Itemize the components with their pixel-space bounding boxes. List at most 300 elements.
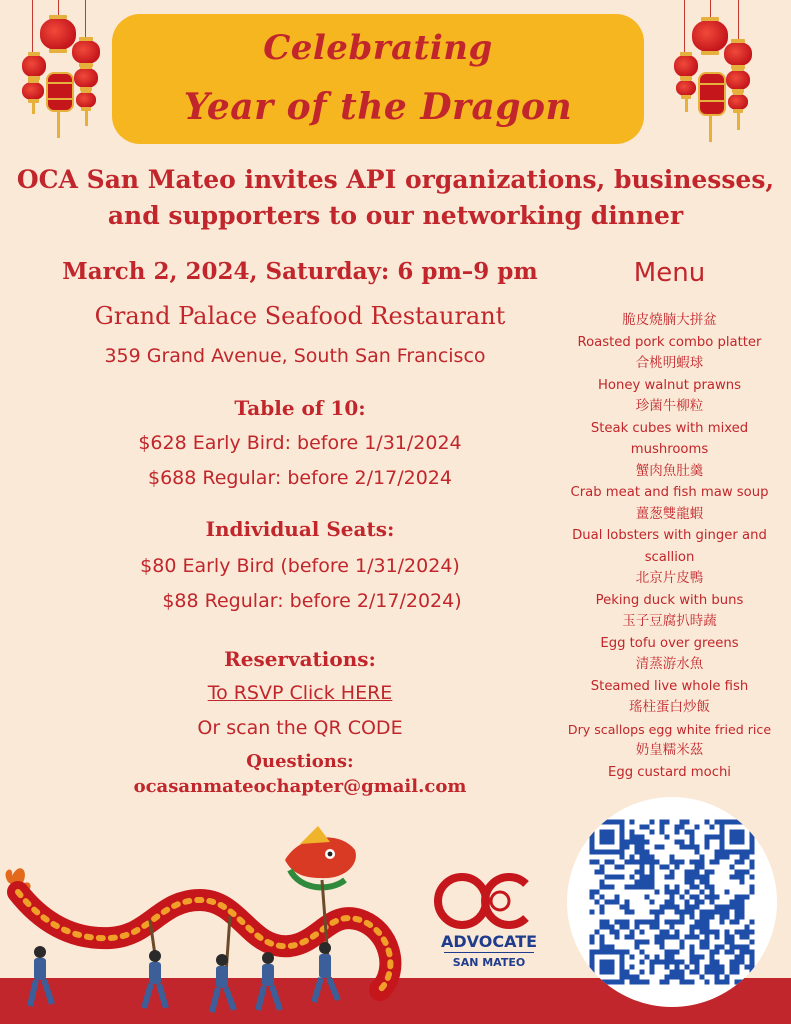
qr-module xyxy=(605,945,610,950)
qr-module xyxy=(625,920,630,925)
qr-module xyxy=(700,975,705,980)
qr-module xyxy=(710,890,715,895)
qr-module xyxy=(670,935,675,940)
qr-module xyxy=(695,860,700,865)
qr-module xyxy=(600,910,605,915)
qr-module xyxy=(620,970,625,975)
qr-module xyxy=(720,835,725,840)
qr-module xyxy=(715,905,720,910)
qr-module xyxy=(610,925,615,930)
qr-module xyxy=(700,945,705,950)
qr-module xyxy=(730,965,735,970)
qr-module xyxy=(680,960,685,965)
qr-module xyxy=(610,950,615,955)
qr-module xyxy=(670,900,675,905)
qr-module xyxy=(730,945,735,950)
qr-module xyxy=(750,840,755,845)
qr-module xyxy=(675,975,680,980)
qr-module xyxy=(680,975,685,980)
qr-module xyxy=(705,885,710,890)
qr-module xyxy=(610,965,615,970)
qr-module xyxy=(730,900,735,905)
qr-module xyxy=(750,875,755,880)
qr-module xyxy=(750,890,755,895)
qr-module xyxy=(660,945,665,950)
qr-module xyxy=(690,930,695,935)
qr-module xyxy=(625,925,630,930)
banner-title-line2: Year of the Dragon xyxy=(183,86,573,128)
logo-chapter: SAN MATEO xyxy=(452,956,526,969)
qr-module xyxy=(590,965,595,970)
qr-module xyxy=(715,930,720,935)
menu-item-zh: 珍菌牛柳粒 xyxy=(635,398,704,414)
qr-module xyxy=(730,905,735,910)
qr-module xyxy=(695,870,700,875)
qr-module xyxy=(615,895,620,900)
qr-module xyxy=(615,820,620,825)
qr-module xyxy=(620,975,625,980)
menu-item-zh: 薑葱雙龍蝦 xyxy=(635,505,704,522)
qr-module xyxy=(730,835,735,840)
qr-module xyxy=(610,930,615,935)
qr-module xyxy=(610,860,615,865)
qr-module xyxy=(605,925,610,930)
qr-module xyxy=(630,910,635,915)
qr-module xyxy=(680,940,685,945)
qr-module xyxy=(605,875,610,880)
qr-module xyxy=(730,840,735,845)
qr-module xyxy=(705,915,710,920)
qr-module xyxy=(605,830,610,835)
qr-module xyxy=(630,860,635,865)
qr-module xyxy=(700,880,705,885)
menu-item-en: Egg custard mochi xyxy=(608,764,731,780)
qr-module xyxy=(745,820,750,825)
contact-email[interactable]: ocasanmateochapter@gmail.com xyxy=(133,776,467,797)
qr-module xyxy=(610,900,615,905)
qr-module xyxy=(720,965,725,970)
qr-module xyxy=(710,860,715,865)
qr-module xyxy=(705,820,710,825)
qr-module xyxy=(655,860,660,865)
qr-module xyxy=(700,900,705,905)
qr-module xyxy=(690,830,695,835)
qr-module xyxy=(720,855,725,860)
qr-module xyxy=(670,860,675,865)
qr-module xyxy=(700,955,705,960)
qr-code-pattern-icon xyxy=(567,797,777,1007)
qr-module xyxy=(655,920,660,925)
qr-module xyxy=(720,945,725,950)
qr-module xyxy=(665,865,670,870)
qr-module xyxy=(605,820,610,825)
menu-item-en: Steak cubes with mixed mushrooms xyxy=(590,420,749,457)
qr-module xyxy=(735,860,740,865)
qr-module xyxy=(745,855,750,860)
qr-module xyxy=(710,900,715,905)
qr-module xyxy=(735,915,740,920)
qr-module xyxy=(690,950,695,955)
qr-module xyxy=(725,820,730,825)
qr-module xyxy=(730,830,735,835)
individual-early-bird-price: $80 Early Bird (before 1/31/2024) xyxy=(140,555,460,577)
qr-module xyxy=(595,950,600,955)
qr-module xyxy=(675,910,680,915)
qr-module xyxy=(605,980,610,985)
qr-code[interactable] xyxy=(567,797,777,1007)
qr-module xyxy=(715,935,720,940)
menu-item-en: Crab meat and fish maw soup xyxy=(570,485,769,500)
qr-module xyxy=(735,920,740,925)
qr-module xyxy=(690,915,695,920)
qr-module xyxy=(750,960,755,965)
qr-module xyxy=(705,920,710,925)
qr-module xyxy=(620,835,625,840)
qr-module xyxy=(660,865,665,870)
qr-module xyxy=(600,935,605,940)
qr-module xyxy=(670,925,675,930)
reservations-heading: Reservations: xyxy=(224,647,376,671)
qr-module xyxy=(715,910,720,915)
qr-module xyxy=(725,930,730,935)
menu-section xyxy=(548,258,791,783)
qr-module xyxy=(620,925,625,930)
qr-module xyxy=(690,905,695,910)
qr-module xyxy=(590,835,595,840)
qr-module xyxy=(630,835,635,840)
qr-module xyxy=(685,870,690,875)
qr-module xyxy=(680,840,685,845)
qr-module xyxy=(725,910,730,915)
qr-module xyxy=(600,920,605,925)
qr-module xyxy=(650,860,655,865)
qr-module xyxy=(655,910,660,915)
qr-module xyxy=(725,975,730,980)
qr-module xyxy=(650,820,655,825)
qr-module xyxy=(590,820,595,825)
qr-module xyxy=(730,935,735,940)
qr-module xyxy=(735,945,740,950)
qr-module xyxy=(595,870,600,875)
qr-module xyxy=(715,835,720,840)
qr-module xyxy=(740,860,745,865)
qr-module xyxy=(695,865,700,870)
qr-module xyxy=(640,885,645,890)
qr-module xyxy=(710,885,715,890)
qr-module xyxy=(750,970,755,975)
questions-heading: Questions: xyxy=(246,751,354,772)
qr-module xyxy=(620,820,625,825)
qr-module xyxy=(720,915,725,920)
qr-module xyxy=(705,930,710,935)
qr-module xyxy=(685,910,690,915)
qr-module xyxy=(645,885,650,890)
qr-module xyxy=(615,900,620,905)
lanterns-left-decoration xyxy=(18,0,118,150)
qr-module xyxy=(705,895,710,900)
qr-module xyxy=(695,900,700,905)
qr-module xyxy=(700,890,705,895)
qr-module xyxy=(740,945,745,950)
qr-module xyxy=(710,930,715,935)
qr-module xyxy=(655,960,660,965)
qr-module xyxy=(710,870,715,875)
qr-module xyxy=(750,920,755,925)
qr-module xyxy=(650,880,655,885)
qr-module xyxy=(670,855,675,860)
qr-module xyxy=(595,900,600,905)
qr-module xyxy=(645,955,650,960)
qr-module xyxy=(605,965,610,970)
qr-module xyxy=(740,910,745,915)
qr-module xyxy=(590,850,595,855)
qr-module xyxy=(740,875,745,880)
qr-module xyxy=(690,875,695,880)
qr-module xyxy=(715,945,720,950)
qr-module xyxy=(645,825,650,830)
qr-module xyxy=(640,850,645,855)
qr-module xyxy=(600,865,605,870)
qr-module xyxy=(745,945,750,950)
qr-module xyxy=(715,975,720,980)
qr-module xyxy=(640,875,645,880)
qr-module xyxy=(750,965,755,970)
qr-module xyxy=(730,820,735,825)
qr-module xyxy=(670,905,675,910)
qr-module xyxy=(720,845,725,850)
qr-module xyxy=(660,930,665,935)
qr-module xyxy=(695,885,700,890)
qr-module xyxy=(730,940,735,945)
qr-module xyxy=(635,980,640,985)
qr-module xyxy=(620,960,625,965)
qr-module xyxy=(625,910,630,915)
rsvp-link[interactable]: To RSVP Click HERE xyxy=(207,682,393,704)
qr-module xyxy=(640,855,645,860)
qr-module xyxy=(630,975,635,980)
qr-module xyxy=(655,845,660,850)
qr-module xyxy=(720,970,725,975)
qr-module xyxy=(610,840,615,845)
qr-module xyxy=(700,865,705,870)
qr-module xyxy=(740,935,745,940)
table-heading: Table of 10: xyxy=(234,396,366,420)
qr-module xyxy=(695,895,700,900)
qr-module xyxy=(645,855,650,860)
table-regular-price: $688 Regular: before 2/17/2024 xyxy=(148,467,452,489)
qr-module xyxy=(620,875,625,880)
qr-module xyxy=(745,925,750,930)
dragon-dance-illustration xyxy=(0,820,420,1024)
menu-item-en: Roasted pork combo platter xyxy=(577,334,762,350)
qr-module xyxy=(690,960,695,965)
qr-module xyxy=(660,980,665,985)
qr-module xyxy=(635,975,640,980)
qr-module xyxy=(640,930,645,935)
qr-module xyxy=(710,955,715,960)
qr-module xyxy=(600,945,605,950)
qr-module xyxy=(700,925,705,930)
qr-module xyxy=(705,935,710,940)
qr-module xyxy=(725,905,730,910)
qr-module xyxy=(720,910,725,915)
qr-module xyxy=(605,960,610,965)
menu-item-zh: 瑤柱蛋白炒飯 xyxy=(629,699,710,715)
qr-module xyxy=(635,835,640,840)
qr-module xyxy=(700,910,705,915)
qr-module xyxy=(730,970,735,975)
qr-module xyxy=(675,840,680,845)
qr-module xyxy=(600,830,605,835)
qr-module xyxy=(660,910,665,915)
qr-module xyxy=(715,850,720,855)
qr-module xyxy=(680,945,685,950)
qr-module xyxy=(675,960,680,965)
qr-module xyxy=(720,980,725,985)
qr-module xyxy=(635,920,640,925)
oca-logo-mark-icon xyxy=(430,870,548,932)
qr-module xyxy=(605,950,610,955)
qr-module xyxy=(745,935,750,940)
qr-module xyxy=(750,885,755,890)
headline-line2: and supporters to our networking dinner xyxy=(107,201,684,230)
individual-regular-price: $88 Regular: before 2/17/2024) xyxy=(162,590,462,612)
qr-module xyxy=(745,930,750,935)
qr-module xyxy=(600,970,605,975)
qr-module xyxy=(655,940,660,945)
qr-module xyxy=(645,875,650,880)
qr-module xyxy=(750,865,755,870)
qr-module xyxy=(590,970,595,975)
qr-module xyxy=(665,820,670,825)
table-early-bird-price: $628 Early Bird: before 1/31/2024 xyxy=(138,432,462,454)
qr-module xyxy=(735,830,740,835)
qr-module xyxy=(690,835,695,840)
qr-module xyxy=(670,960,675,965)
qr-module xyxy=(660,935,665,940)
oca-advocate-logo xyxy=(430,870,548,980)
qr-module xyxy=(650,910,655,915)
qr-module xyxy=(610,945,615,950)
qr-module xyxy=(680,920,685,925)
qr-module xyxy=(630,855,635,860)
qr-module xyxy=(720,820,725,825)
qr-module xyxy=(650,870,655,875)
qr-module xyxy=(710,895,715,900)
qr-module xyxy=(725,980,730,985)
qr-module xyxy=(740,880,745,885)
qr-module xyxy=(665,890,670,895)
qr-module xyxy=(750,955,755,960)
qr-module xyxy=(635,940,640,945)
qr-module xyxy=(705,840,710,845)
qr-module xyxy=(590,955,595,960)
qr-module xyxy=(740,840,745,845)
qr-module xyxy=(705,875,710,880)
invitation-headline xyxy=(0,162,791,234)
qr-module xyxy=(635,850,640,855)
qr-module xyxy=(690,870,695,875)
qr-module xyxy=(705,970,710,975)
qr-module xyxy=(710,825,715,830)
qr-module xyxy=(745,870,750,875)
qr-module xyxy=(650,830,655,835)
qr-module xyxy=(645,860,650,865)
qr-module xyxy=(695,845,700,850)
qr-module xyxy=(685,890,690,895)
qr-module xyxy=(625,975,630,980)
qr-module xyxy=(620,855,625,860)
qr-module xyxy=(750,930,755,935)
qr-module xyxy=(740,950,745,955)
qr-module xyxy=(615,865,620,870)
title-banner xyxy=(112,14,644,144)
qr-module xyxy=(665,935,670,940)
qr-module xyxy=(625,885,630,890)
qr-module xyxy=(635,840,640,845)
qr-module xyxy=(640,825,645,830)
qr-module xyxy=(595,850,600,855)
qr-module xyxy=(740,820,745,825)
qr-module xyxy=(695,925,700,930)
qr-module xyxy=(630,930,635,935)
qr-module xyxy=(665,920,670,925)
qr-module xyxy=(610,830,615,835)
qr-module xyxy=(750,830,755,835)
qr-module xyxy=(740,905,745,910)
qr-module xyxy=(675,950,680,955)
qr-module xyxy=(675,970,680,975)
qr-module xyxy=(610,835,615,840)
qr-module xyxy=(685,820,690,825)
qr-module xyxy=(650,960,655,965)
qr-module xyxy=(630,980,635,985)
qr-module xyxy=(620,840,625,845)
qr-module xyxy=(590,895,595,900)
qr-module xyxy=(705,965,710,970)
qr-module xyxy=(660,905,665,910)
qr-module xyxy=(715,860,720,865)
qr-module xyxy=(750,940,755,945)
qr-module xyxy=(650,920,655,925)
qr-module xyxy=(695,970,700,975)
qr-module xyxy=(740,955,745,960)
qr-module xyxy=(750,825,755,830)
qr-module xyxy=(630,965,635,970)
qr-module xyxy=(735,895,740,900)
qr-module xyxy=(695,850,700,855)
qr-module xyxy=(705,880,710,885)
qr-module xyxy=(655,955,660,960)
qr-module xyxy=(685,875,690,880)
qr-module xyxy=(690,845,695,850)
menu-item-zh: 奶皇糯米茲 xyxy=(635,742,704,758)
qr-module xyxy=(615,950,620,955)
qr-module xyxy=(685,830,690,835)
qr-module xyxy=(670,950,675,955)
qr-module xyxy=(620,920,625,925)
qr-module xyxy=(750,850,755,855)
qr-module xyxy=(610,970,615,975)
qr-module xyxy=(590,830,595,835)
qr-module xyxy=(720,905,725,910)
qr-module xyxy=(685,845,690,850)
individual-heading: Individual Seats: xyxy=(205,517,395,541)
qr-module xyxy=(590,890,595,895)
qr-module xyxy=(675,890,680,895)
qr-module xyxy=(670,890,675,895)
qr-module xyxy=(620,850,625,855)
